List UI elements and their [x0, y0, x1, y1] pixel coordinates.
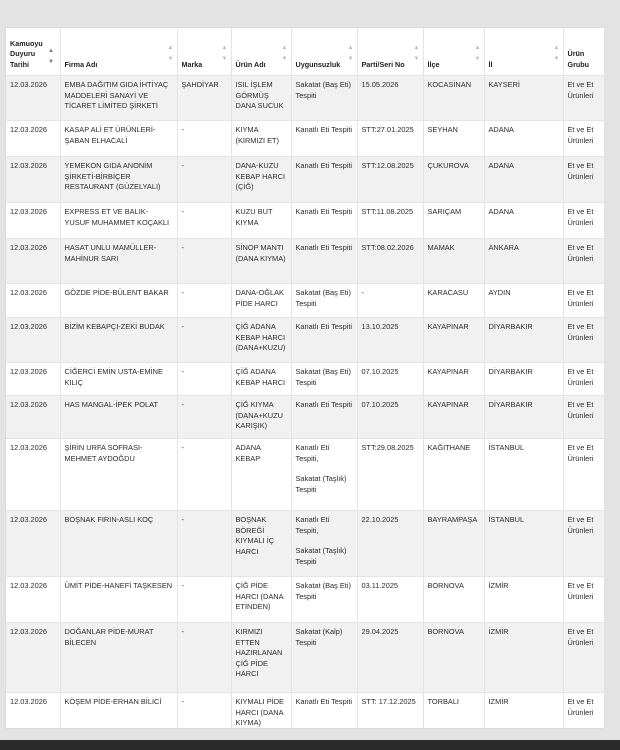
cell-province: DİYARBAKIR — [484, 363, 563, 396]
cell-brand: ŞAHDİYAR — [177, 76, 231, 121]
violation-text: Kanatlı Eti Tespiti — [295, 400, 353, 409]
line-gap — [296, 464, 353, 474]
cell-date: 12.03.2026 — [6, 577, 60, 623]
cell-district: KAYAPINAR — [423, 363, 484, 396]
cell-district: KAYAPINAR — [423, 318, 484, 363]
violation-text: Sakatat (Kalp) Tespiti — [295, 627, 343, 647]
cell-product: ÇİĞ ADANA KEBAP HARCI — [231, 363, 291, 396]
cell-province: KAYSERİ — [484, 76, 563, 121]
cell-date: 12.03.2026 — [6, 511, 60, 577]
cell-district: KOCASİNAN — [423, 76, 484, 121]
cell-brand: - — [177, 577, 231, 623]
line-gap — [296, 536, 353, 546]
cell-group: Et ve Et Ürünleri — [563, 439, 604, 511]
header-province[interactable]: İl ▲ ▼ — [484, 28, 563, 76]
table-row — [6, 318, 604, 363]
header-group[interactable]: Ürün Grubu — [563, 28, 604, 76]
cell-lot: 29.04.2025 — [357, 623, 423, 693]
violation-text-secondary: Sakatat (Taşlık) Tespiti — [295, 546, 347, 566]
cell-group: Et ve Et Ürünleri — [563, 693, 604, 729]
cell-violation — [291, 577, 357, 623]
cell-brand: - — [177, 121, 231, 157]
cell-product: KIRMIZI ETTEN HAZIRLANAN ÇİĞ PİDE HARCI — [231, 623, 291, 693]
cell-district: KAĞITHANE — [423, 439, 484, 511]
cell-violation — [291, 693, 357, 729]
cell-product: KUZU BUT KIYMA — [231, 203, 291, 239]
cell-lot: STT:29.08.2025 — [357, 439, 423, 511]
cell-violation — [291, 396, 357, 439]
cell-product: KIYMA (KIRMIZI ET) — [231, 121, 291, 157]
cell-violation — [291, 76, 357, 121]
violation-text-secondary: Sakatat (Taşlık) Tespiti — [295, 474, 347, 494]
cell-firm: GÖZDE PİDE-BÜLENT BAKAR — [60, 284, 177, 318]
cell-firm: BOŞNAK FIRIN-ASLI KOÇ — [60, 511, 177, 577]
cell-product: ISIL İŞLEM GÖRMÜŞ DANA SUCUK — [231, 76, 291, 121]
table-row — [6, 157, 604, 203]
cell-date: 12.03.2026 — [6, 363, 60, 396]
cell-violation — [291, 284, 357, 318]
violation-text: Sakatat (Baş Eti) Tespiti — [295, 581, 351, 601]
cell-brand: - — [177, 439, 231, 511]
cell-lot: 03.11.2025 — [357, 577, 423, 623]
cell-district: ÇUKUROVA — [423, 157, 484, 203]
cell-province: AYDIN — [484, 284, 563, 318]
cell-province: İSTANBUL — [484, 511, 563, 577]
cell-date: 12.03.2026 — [6, 121, 60, 157]
table-row — [6, 693, 604, 729]
table-row — [6, 76, 604, 121]
sort-icon[interactable]: ▲ ▼ — [221, 45, 228, 62]
cell-date: 12.03.2026 — [6, 693, 60, 729]
cell-lot: STT:08.02.2026 — [357, 239, 423, 284]
cell-violation — [291, 121, 357, 157]
cell-group: Et ve Et Ürünleri — [563, 76, 604, 121]
cell-brand: - — [177, 157, 231, 203]
cell-district: BORNOVA — [423, 623, 484, 693]
cell-group: Et ve Et Ürünleri — [563, 121, 604, 157]
cell-firm: KÖŞEM PİDE-ERHAN BİLİCİ — [60, 693, 177, 729]
cell-province: DİYARBAKIR — [484, 318, 563, 363]
table-header-row — [6, 28, 604, 76]
cell-group: Et ve Et Ürünleri — [563, 396, 604, 439]
table-row — [6, 396, 604, 439]
header-violation[interactable]: Uygunsuzluk ▲ ▼ — [291, 28, 357, 76]
cell-group: Et ve Et Ürünleri — [563, 284, 604, 318]
cell-firm: DOĞANLAR PİDE-MURAT BİLECEN — [60, 623, 177, 693]
cell-date: 12.03.2026 — [6, 439, 60, 511]
cell-brand: - — [177, 396, 231, 439]
cell-firm: ÜMİT PİDE-HANEFİ TAŞKESEN — [60, 577, 177, 623]
sort-icon[interactable]: ▲ ▼ — [48, 48, 54, 65]
sort-icon[interactable]: ▲ ▼ — [167, 45, 174, 62]
cell-product: ÇİĞ PİDE HARCI (DANA ETİNDEN) — [231, 577, 291, 623]
cell-group: Et ve Et Ürünleri — [563, 157, 604, 203]
cell-group: Et ve Et Ürünleri — [563, 203, 604, 239]
violation-text: Kanatlı Eti Tespiti — [295, 161, 353, 170]
cell-firm: ŞİRİN URFA SOFRASI-MEHMET AYDOĞDU — [60, 439, 177, 511]
cell-province: ADANA — [484, 121, 563, 157]
table-row — [6, 121, 604, 157]
cell-brand: - — [177, 239, 231, 284]
table-row — [6, 577, 604, 623]
cell-lot: 07.10.2025 — [357, 396, 423, 439]
cell-date: 12.03.2026 — [6, 203, 60, 239]
cell-group: Et ve Et Ürünleri — [563, 239, 604, 284]
cell-district: SARIÇAM — [423, 203, 484, 239]
cell-province: ADANA — [484, 203, 563, 239]
cell-violation — [291, 203, 357, 239]
header-district[interactable]: İlçe ▲ ▼ — [423, 28, 484, 76]
cell-group: Et ve Et Ürünleri — [563, 623, 604, 693]
cell-violation — [291, 318, 357, 363]
bottom-bar — [0, 740, 620, 750]
cell-firm: HASAT UNLU MAMÜLLER-MAHİNUR SARI — [60, 239, 177, 284]
cell-product: ADANA KEBAP — [231, 439, 291, 511]
cell-product: DANA-OĞLAK PİDE HARCI — [231, 284, 291, 318]
cell-brand: - — [177, 693, 231, 729]
cell-date: 12.03.2026 — [6, 157, 60, 203]
cell-firm: YEMEKON GIDA ANONİM ŞİRKETİ-BİRBİÇER RESTAURANT (GÜZELYALI) — [60, 157, 177, 203]
cell-date: 12.03.2026 — [6, 318, 60, 363]
cell-province: İZMİR — [484, 623, 563, 693]
cell-district: BORNOVA — [423, 577, 484, 623]
table-body — [6, 76, 604, 729]
cell-firm: CİĞERCİ EMİN USTA-EMİNE KILIÇ — [60, 363, 177, 396]
cell-lot: 13.10.2025 — [357, 318, 423, 363]
cell-brand: - — [177, 511, 231, 577]
cell-product: ÇİĞ ADANA KEBAP HARCI (DANA+KUZU) — [231, 318, 291, 363]
page-margin — [604, 28, 620, 728]
cell-date: 12.03.2026 — [6, 284, 60, 318]
cell-province: İZMİR — [484, 577, 563, 623]
cell-date: 12.03.2026 — [6, 76, 60, 121]
cell-product: DANA-KUZU KEBAP HARCI (ÇİĞ) — [231, 157, 291, 203]
cell-lot: STT:12.08.2025 — [357, 157, 423, 203]
cell-product: KIYMALI PİDE HARCI (DANA KIYMA) — [231, 693, 291, 729]
cell-violation — [291, 623, 357, 693]
cell-province: DİYARBAKIR — [484, 396, 563, 439]
cell-date: 12.03.2026 — [6, 396, 60, 439]
cell-firm: EMBA DAĞITIM GIDA İHTİYAÇ MADDELERİ SANAYİ VE TİCARET LİMİTED ŞİRKETİ — [60, 76, 177, 121]
sort-icon[interactable]: ▲ ▼ — [281, 45, 288, 62]
cell-firm: EXPRESS ET VE BALIK-YUSUF MUHAMMET KOÇAKLI — [60, 203, 177, 239]
cell-violation — [291, 239, 357, 284]
cell-district: KARACASU — [423, 284, 484, 318]
table-row — [6, 511, 604, 577]
table-row — [6, 623, 604, 693]
cell-violation — [291, 511, 357, 577]
recall-table — [6, 28, 604, 728]
cell-province: ANKARA — [484, 239, 563, 284]
table-row — [6, 239, 604, 284]
cell-district: TORBALI — [423, 693, 484, 729]
cell-lot: STT:27.01.2025 — [357, 121, 423, 157]
cell-lot: STT: 17.12.2025 — [357, 693, 423, 729]
cell-province: İZMİR — [484, 693, 563, 729]
violation-text: Kanatlı Eti Tespiti — [295, 207, 353, 216]
cell-date: 12.03.2026 — [6, 623, 60, 693]
cell-group: Et ve Et Ürünleri — [563, 577, 604, 623]
violation-text: Kanatlı Eti Tespiti — [295, 322, 353, 331]
violation-text: Kanatlı Eti Tespiti, — [295, 443, 330, 463]
cell-violation — [291, 363, 357, 396]
cell-district: KAYAPINAR — [423, 396, 484, 439]
recall-table-container — [6, 28, 604, 728]
cell-district: BAYRAMPAŞA — [423, 511, 484, 577]
sort-icon[interactable]: ▲ ▼ — [474, 45, 481, 62]
sort-icon[interactable]: ▲ ▼ — [347, 45, 354, 62]
cell-product: SİNOP MANTI (DANA KIYMA) — [231, 239, 291, 284]
cell-district: SEYHAN — [423, 121, 484, 157]
cell-product: ÇİĞ KIYMA (DANA+KUZU KARIŞIK) — [231, 396, 291, 439]
header-firm[interactable]: Firma Adı ▲ ▼ — [60, 28, 177, 76]
cell-brand: - — [177, 318, 231, 363]
cell-violation — [291, 157, 357, 203]
table-row — [6, 284, 604, 318]
cell-lot: 22.10.2025 — [357, 511, 423, 577]
violation-text: Kanatlı Eti Tespiti — [295, 243, 353, 252]
cell-lot: - — [357, 284, 423, 318]
sort-icon[interactable]: ▲ ▼ — [553, 45, 560, 62]
cell-firm: BİZİM KEBAPÇI-ZEKİ BUDAK — [60, 318, 177, 363]
header-date[interactable]: Kamuoyu Duyuru Tarihi ▲ ▼ — [6, 28, 60, 76]
table-row — [6, 363, 604, 396]
cell-group: Et ve Et Ürünleri — [563, 363, 604, 396]
cell-brand: - — [177, 623, 231, 693]
cell-group: Et ve Et Ürünleri — [563, 318, 604, 363]
cell-firm: HAS MANGAL-İPEK POLAT — [60, 396, 177, 439]
cell-lot: STT:11.08.2025 — [357, 203, 423, 239]
violation-text: Kanatlı Eti Tespiti — [295, 125, 353, 134]
cell-lot: 15.05.2026 — [357, 76, 423, 121]
cell-date: 12.03.2026 — [6, 239, 60, 284]
cell-district: MAMAK — [423, 239, 484, 284]
violation-text: Kanatlı Eti Tespiti — [295, 697, 353, 706]
cell-violation — [291, 439, 357, 511]
cell-firm: KASAP ALİ ET ÜRÜNLERİ-ŞABAN ELHACALİ — [60, 121, 177, 157]
cell-product: BOŞNAK BÖREĞİ KIYMALI İÇ HARCI — [231, 511, 291, 577]
violation-text: Sakatat (Baş Eti) Tespiti — [295, 367, 351, 387]
violation-text: Sakatat (Baş Eti) Tespiti — [295, 288, 351, 308]
cell-brand: - — [177, 284, 231, 318]
cell-province: İSTANBUL — [484, 439, 563, 511]
table-row — [6, 439, 604, 511]
violation-text: Kanatlı Eti Tespiti, — [295, 515, 330, 535]
violation-text: Sakatat (Baş Eti) Tespiti — [295, 80, 351, 100]
cell-brand: - — [177, 363, 231, 396]
table-row — [6, 203, 604, 239]
cell-lot: 07.10.2025 — [357, 363, 423, 396]
header-product[interactable]: Ürün Adı ▲ ▼ — [231, 28, 291, 76]
header-brand[interactable]: Marka ▲ ▼ — [177, 28, 231, 76]
cell-province: ADANA — [484, 157, 563, 203]
sort-icon[interactable]: ▲ ▼ — [413, 45, 420, 62]
cell-group: Et ve Et Ürünleri — [563, 511, 604, 577]
header-lot[interactable]: Parti/Seri No ▲ ▼ — [357, 28, 423, 76]
cell-brand: - — [177, 203, 231, 239]
